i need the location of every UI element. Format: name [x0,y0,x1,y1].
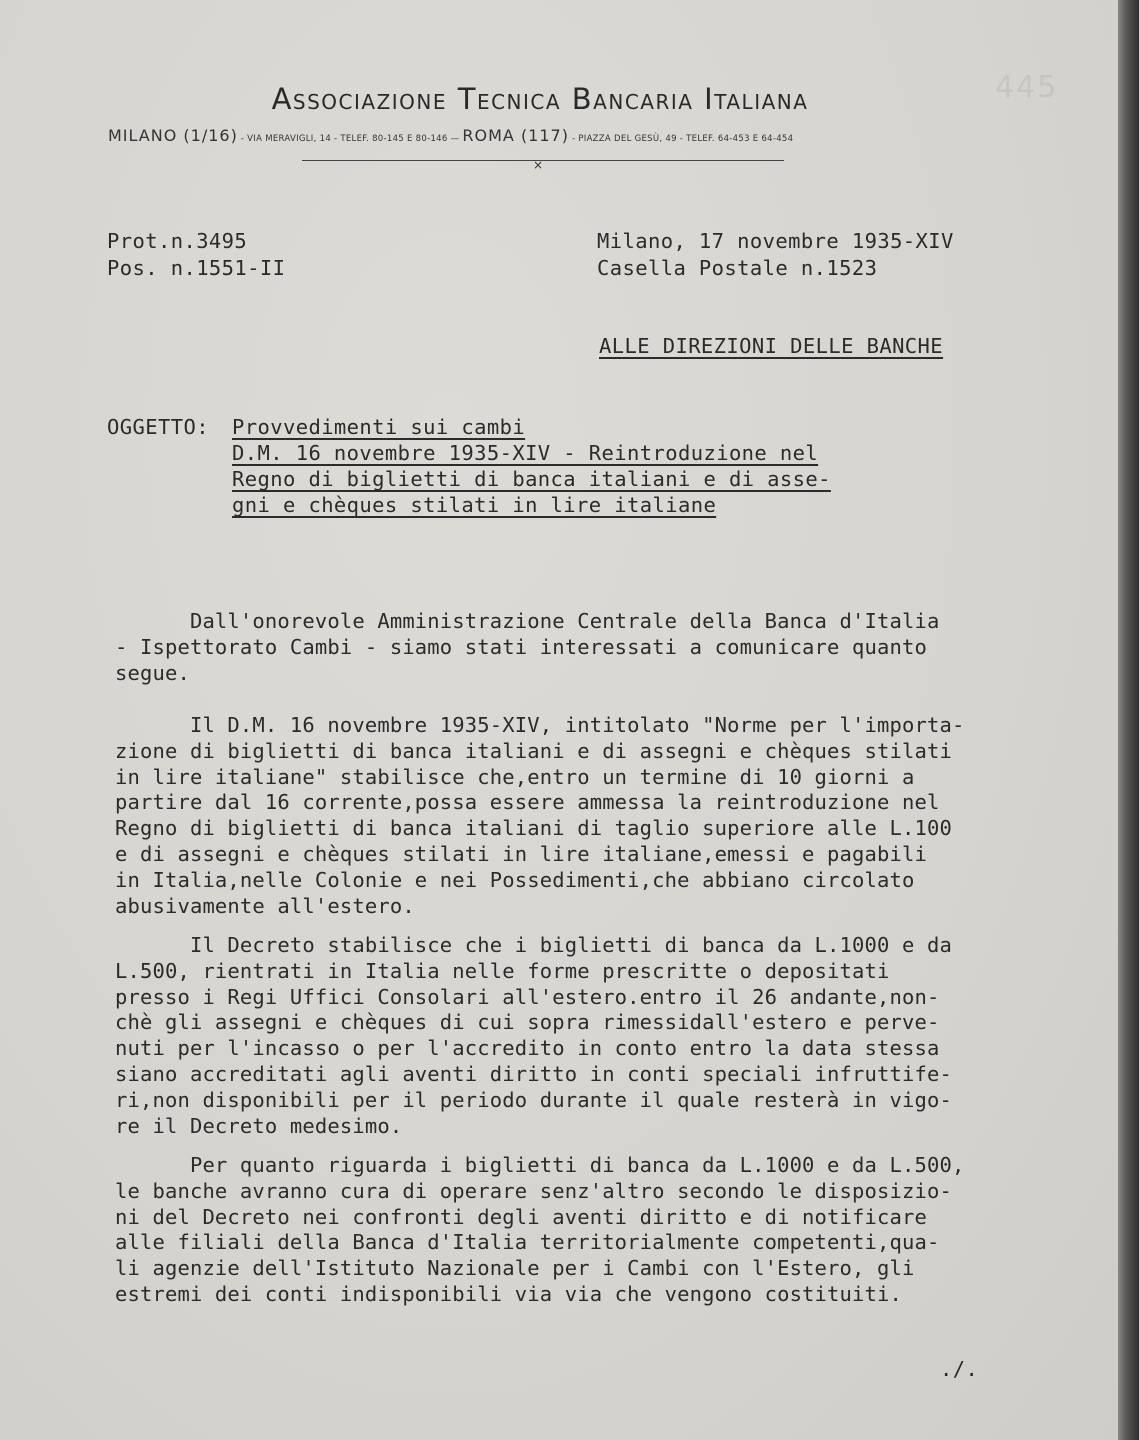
text-line: chè gli assegni e chèques di cui sopra rimessidall'estero e perve- [115,1010,940,1035]
paragraph-4 [115,1153,1035,1308]
subject-label: OGGETTO: [107,415,209,439]
text-line: re il Decreto medesimo. [115,1113,403,1138]
text-line: le banche avranno cura di operare senz'altro secondo le disposizio- [115,1178,952,1203]
protocol-number: Prot.n.3495 [107,229,248,253]
text-line: e di assegni e chèques stilati in lire italiane,emessi e pagabili [115,841,927,866]
milano-label: MILANO (1/16) [108,126,238,145]
text-line: Per quanto riguarda i biglietti di banca da L.1000 e da L.500, [115,1153,965,1177]
text-line: zione di biglietti di banca italiani e di assegni e chèques stilati [115,738,952,763]
text-line: in lire italiane" stabilisce che,entro un termine di 10 giorni a [115,764,915,789]
subject-line: gni e chèques stilati in lire italiane [232,493,717,517]
text-line: partire dal 16 corrente,possa essere ammessa la reintroduzione nel [115,790,940,815]
text-line: nuti per l'incasso o per l'accredito in conto entro la data stessa [115,1036,940,1061]
position-number: Pos. n.1551-II [107,256,286,280]
paragraph-1 [115,609,1035,686]
text-line: abusivamente all'estero. [115,893,415,918]
paragraph-2 [115,713,1035,919]
text-line: siano accreditati agli aventi diritto in conti speciali infruttife- [115,1061,952,1086]
text-line: alle filiali della Banca d'Italia territorialmente competenti,qua- [115,1230,940,1255]
text-line: Il D.M. 16 novembre 1935-XIV, intitolato "Norme per l'importa- [115,713,965,737]
text-line: Regno di biglietti di banca italiani di taglio superiore alle L.100 [115,816,952,841]
text-line: in Italia,nelle Colonie e nei Possedimenti,che abbiano circolato [115,867,915,892]
date-line: Milano, 17 novembre 1935-XIV [597,229,954,253]
subject-line: D.M. 16 novembre 1935-XIV - Reintroduzione nel [232,441,819,465]
paragraph-3 [115,933,1035,1139]
text-line: Il Decreto stabilisce che i biglietti di banca da L.1000 e da [115,933,952,957]
text-line: li agenzie dell'Istituto Nazionale per i Cambi con l'Estero, gli [115,1256,915,1281]
text-line: segue. [115,660,190,685]
text-line: - Ispettorato Cambi - siamo stati interessati a comunicare quanto [115,634,927,659]
text-line: L.500, rientrati in Italia nelle forme prescritte o depositati [115,958,890,983]
text-line: presso i Regi Uffici Consolari all'estero.entro il 26 andante,non- [115,984,940,1009]
page-number: 445 [995,70,1059,105]
recipient: ALLE DIREZIONI DELLE BANCHE [599,334,944,358]
roma-address: - PIAZZA DEL GESÙ, 49 - TELEF. 64-453 E 64-454 [568,134,794,144]
continuation-mark: ./. [940,1357,979,1381]
roma-label: ROMA (117) [462,126,569,145]
letterhead-title: Associazione Tecnica Bancaria Italiana [271,82,809,116]
po-box: Casella Postale n.1523 [597,256,878,280]
text-line: estremi dei conti indisponibili via via che vengono costituiti. [115,1281,902,1306]
milano-address: - VIA MERAVIGLI, 14 - TELEF. 80-145 E 80-146 — [237,134,463,144]
text-line: ni del Decreto nei confronti degli aventi diritto e di notificare [115,1204,927,1229]
letterhead-address [108,126,988,145]
text-line: Dall'onorevole Amministrazione Centrale della Banca d'Italia [115,609,940,633]
subject-line: Provvedimenti sui cambi [232,415,526,439]
separator-mark: × [533,158,544,172]
text-line: ri,non disponibili per il periodo durante il quale resterà in vigo- [115,1087,952,1112]
binding-edge [1118,0,1139,1440]
subject-line: Regno di biglietti di banca italiani e di asse- [232,467,831,491]
